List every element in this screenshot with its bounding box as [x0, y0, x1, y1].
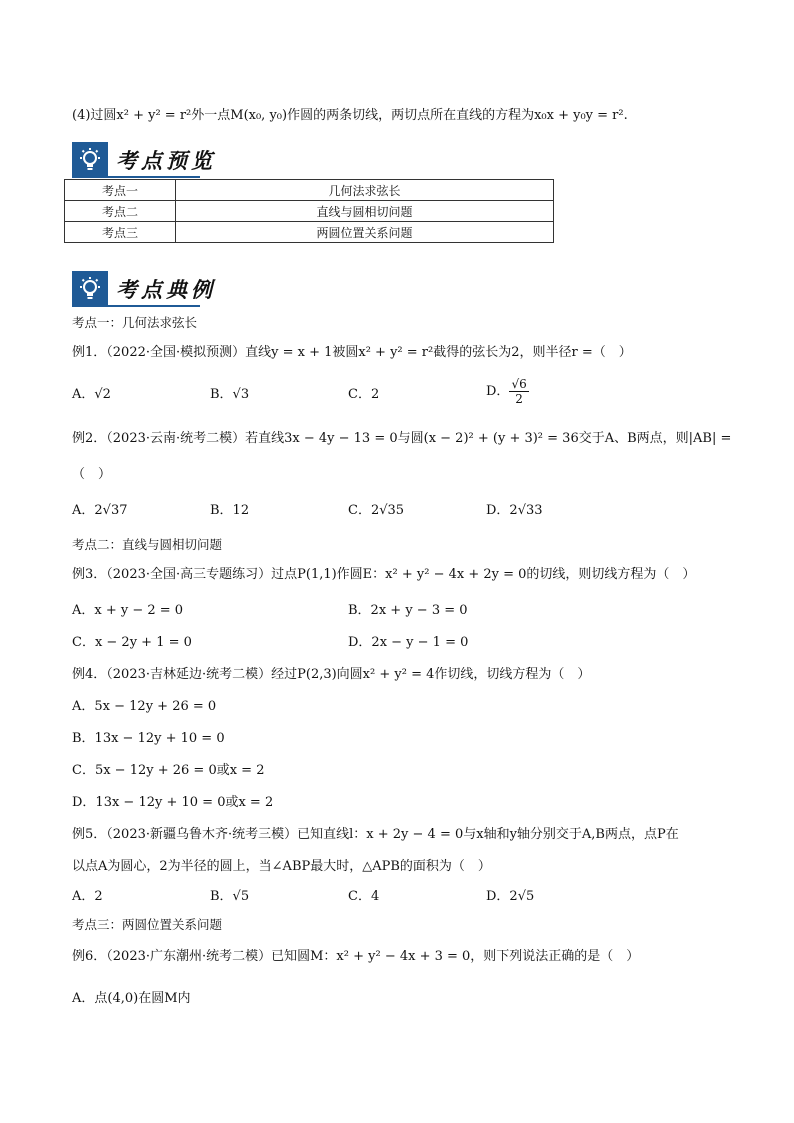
example-2-stem-cont: （ ）: [72, 467, 112, 482]
example-3-stem: 例3．（2023·全国·高三专题练习）过点P(1,1)作圆E：x² + y² − 4x + 2y = 0的切线，则切线方程为（ ）: [72, 567, 696, 582]
example-1-option-d: [486, 377, 529, 406]
table-cell-topic: 几何法求弦长: [176, 180, 554, 201]
table-cell-topic: 两圆位置关系问题: [176, 222, 554, 243]
banner-examples-rule: [72, 305, 200, 307]
banner-preview-rule: [72, 176, 200, 178]
section-heading-3: 考点三：两圆位置关系问题: [72, 917, 223, 932]
example-1-stem: 例1．（2022·全国·模拟预测）直线y = x + 1被圆x² + y² = r²截得的弦长为2，则半径r =（ ）: [72, 345, 632, 360]
table-row: [65, 180, 554, 201]
intro-line: (4)过圆x² + y² = r²外一点M(x₀, y₀)作圆的两条切线，两切点所在直线的方程为x₀x + y₀y = r².: [72, 108, 628, 123]
table-cell-topic: 直线与圆相切问题: [176, 201, 554, 222]
example-3-option-a: A．x + y − 2 = 0: [72, 603, 184, 618]
section-heading-2: 考点二：直线与圆相切问题: [72, 537, 223, 552]
banner-preview-title: 考点预览: [116, 148, 216, 173]
example-5-option-d: D．2√5: [486, 889, 535, 904]
table-row: [65, 222, 554, 243]
banner-examples-title: 考点典例: [116, 277, 216, 302]
example-4-option-c: C．5x − 12y + 26 = 0或x = 2: [72, 763, 265, 778]
example-2-option-b: B．12: [210, 503, 250, 518]
topic-table: [64, 179, 554, 243]
example-5-option-a: A．2: [72, 889, 103, 904]
fraction-numerator: √6: [511, 377, 527, 391]
example-4-stem: 例4．（2023·吉林延边·统考二模）经过P(2,3)向圆x² + y² = 4作切线，切线方程为（ ）: [72, 667, 591, 682]
banner-examples: [72, 270, 216, 308]
example-5-stem: 例5．（2023·新疆乌鲁木齐·统考三模）已知直线l：x + 2y − 4 = 0与x轴和y轴分别交于A,B两点，点P在: [72, 827, 679, 842]
example-3-option-b: B．2x + y − 3 = 0: [348, 603, 468, 618]
example-2-option-a: A．2√37: [72, 503, 128, 518]
example-4-option-a: A．5x − 12y + 26 = 0: [72, 699, 217, 714]
banner-preview: [72, 141, 216, 179]
table-cell-label: 考点一: [65, 180, 176, 201]
section-heading-1: 考点一：几何法求弦长: [72, 315, 198, 330]
example-5-option-b: B．√5: [210, 889, 250, 904]
lightbulb-icon: [72, 142, 108, 178]
option-d-prefix: D．: [486, 383, 510, 399]
example-1-option-c: C．2: [348, 387, 380, 402]
example-2-option-d: D．2√33: [486, 503, 543, 518]
lightbulb-icon: [72, 271, 108, 307]
example-4-option-b: B．13x − 12y + 10 = 0: [72, 731, 225, 746]
example-6-option-a: A．点(4,0)在圆M内: [72, 991, 191, 1006]
example-4-option-d: D．13x − 12y + 10 = 0或x = 2: [72, 795, 274, 810]
option-d-fraction: [509, 377, 528, 406]
example-2-stem: 例2．（2023·云南·统考二模）若直线3x − 4y − 13 = 0与圆(x − 2)² + (y + 3)² = 36交于A、B两点，则|AB| =: [72, 431, 732, 446]
fraction-denominator: 2: [515, 392, 523, 406]
example-3-option-c: C．x − 2y + 1 = 0: [72, 635, 192, 650]
table-cell-label: 考点三: [65, 222, 176, 243]
table-cell-label: 考点二: [65, 201, 176, 222]
example-1-option-a: A．√2: [72, 387, 111, 402]
example-2-option-c: C．2√35: [348, 503, 405, 518]
example-1-option-b: B．√3: [210, 387, 250, 402]
example-5-option-c: C．4: [348, 889, 380, 904]
example-5-stem-cont: 以点A为圆心，2为半径的圆上，当∠ABP最大时，△APB的面积为（ ）: [72, 859, 491, 874]
example-3-option-d: D．2x − y − 1 = 0: [348, 635, 469, 650]
table-row: [65, 201, 554, 222]
example-6-stem: 例6．（2023·广东潮州·统考二模）已知圆M：x² + y² − 4x + 3 = 0，则下列说法正确的是（ ）: [72, 949, 640, 964]
